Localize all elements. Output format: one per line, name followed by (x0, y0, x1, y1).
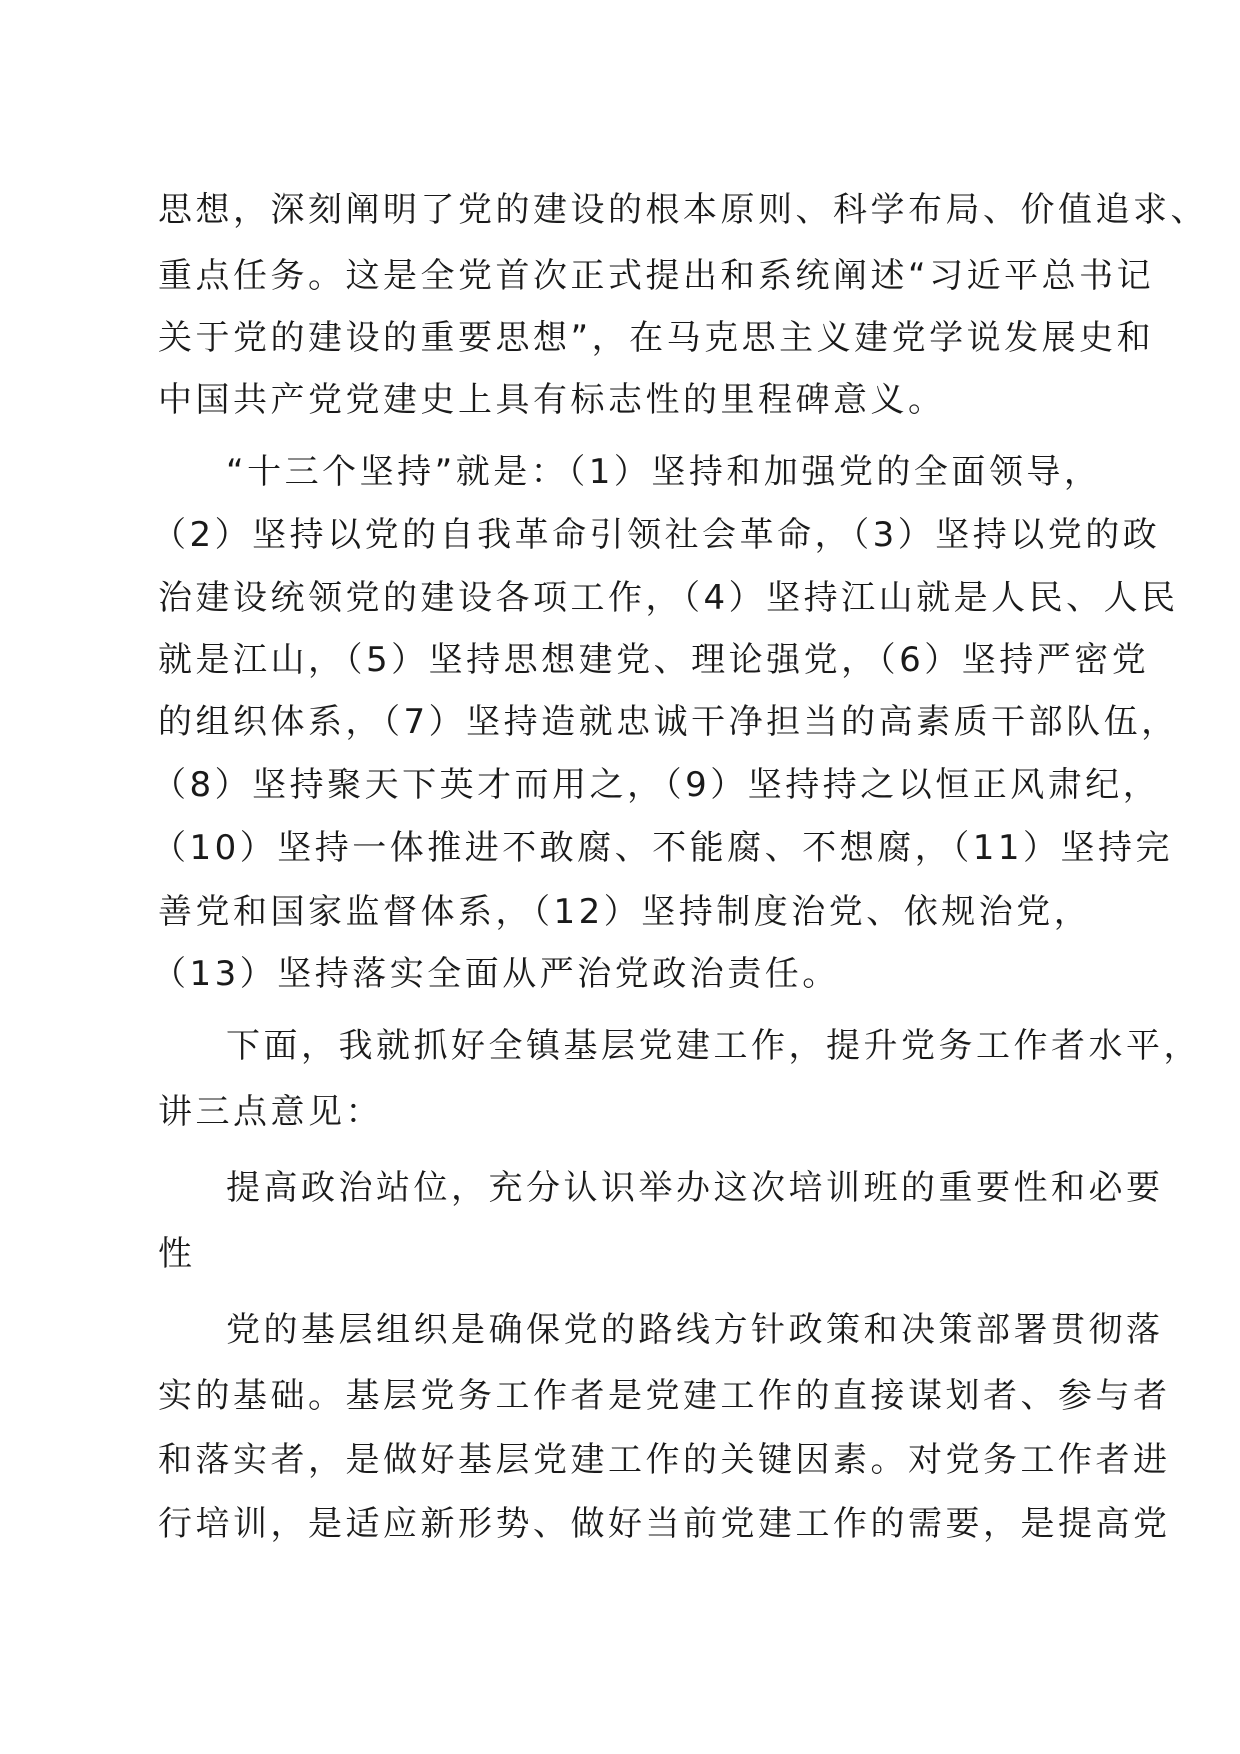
text-line: 治建设统领党的建设各项工作，（4）坚持江山就是人民、人民 (158, 578, 1179, 618)
text-line: 善党和国家监督体系，（12）坚持制度治党、依规治党， (158, 892, 1092, 932)
text-line: 就是江山，（5）坚持思想建党、理论强党，（6）坚持严密党 (158, 640, 1150, 680)
text-line: 的组织体系，（7）坚持造就忠诚干净担当的高素质干部队伍， (158, 702, 1179, 742)
text-line: （10）坚持一体推进不敢腐、不能腐、不想腐，（11）坚持完 (152, 828, 1174, 868)
text-line: 和落实者，是做好基层党建工作的关键因素。对党务工作者进 (158, 1440, 1171, 1480)
text-line: 党的基层组织是确保党的路线方针政策和决策部署贯彻落 (226, 1310, 1164, 1350)
text-line: 关于党的建设的重要思想”，在马克思主义建党学说发展史和 (158, 318, 1155, 358)
text-line: 实的基础。基层党务工作者是党建工作的直接谋划者、参与者 (158, 1376, 1171, 1416)
text-line: “十三个坚持”就是：（1）坚持和加强党的全面领导， (226, 452, 1102, 492)
text-line: 重点任务。这是全党首次正式提出和系统阐述“习近平总书记 (158, 256, 1155, 296)
text-line: （8）坚持聚天下英才而用之，（9）坚持持之以恒正风肃纪， (152, 765, 1161, 805)
section-heading: 提高政治站位，充分认识举办这次培训班的重要性和必要 (226, 1168, 1164, 1208)
text-line: （2）坚持以党的自我革命引领社会革命，（3）坚持以党的政 (152, 515, 1161, 555)
text-line: 下面，我就抓好全镇基层党建工作，提升党务工作者水平， (226, 1026, 1201, 1066)
text-line: 思想，深刻阐明了党的建设的根本原则、科学布局、价值追求、 (158, 190, 1208, 230)
text-line: （13）坚持落实全面从严治党政治责任。 (152, 954, 840, 994)
text-line: 中国共产党党建史上具有标志性的里程碑意义。 (158, 380, 946, 420)
section-heading: 性 (158, 1234, 196, 1274)
text-line: 行培训，是适应新形势、做好当前党建工作的需要，是提高党 (158, 1504, 1171, 1544)
text-line: 讲三点意见： (158, 1092, 383, 1132)
